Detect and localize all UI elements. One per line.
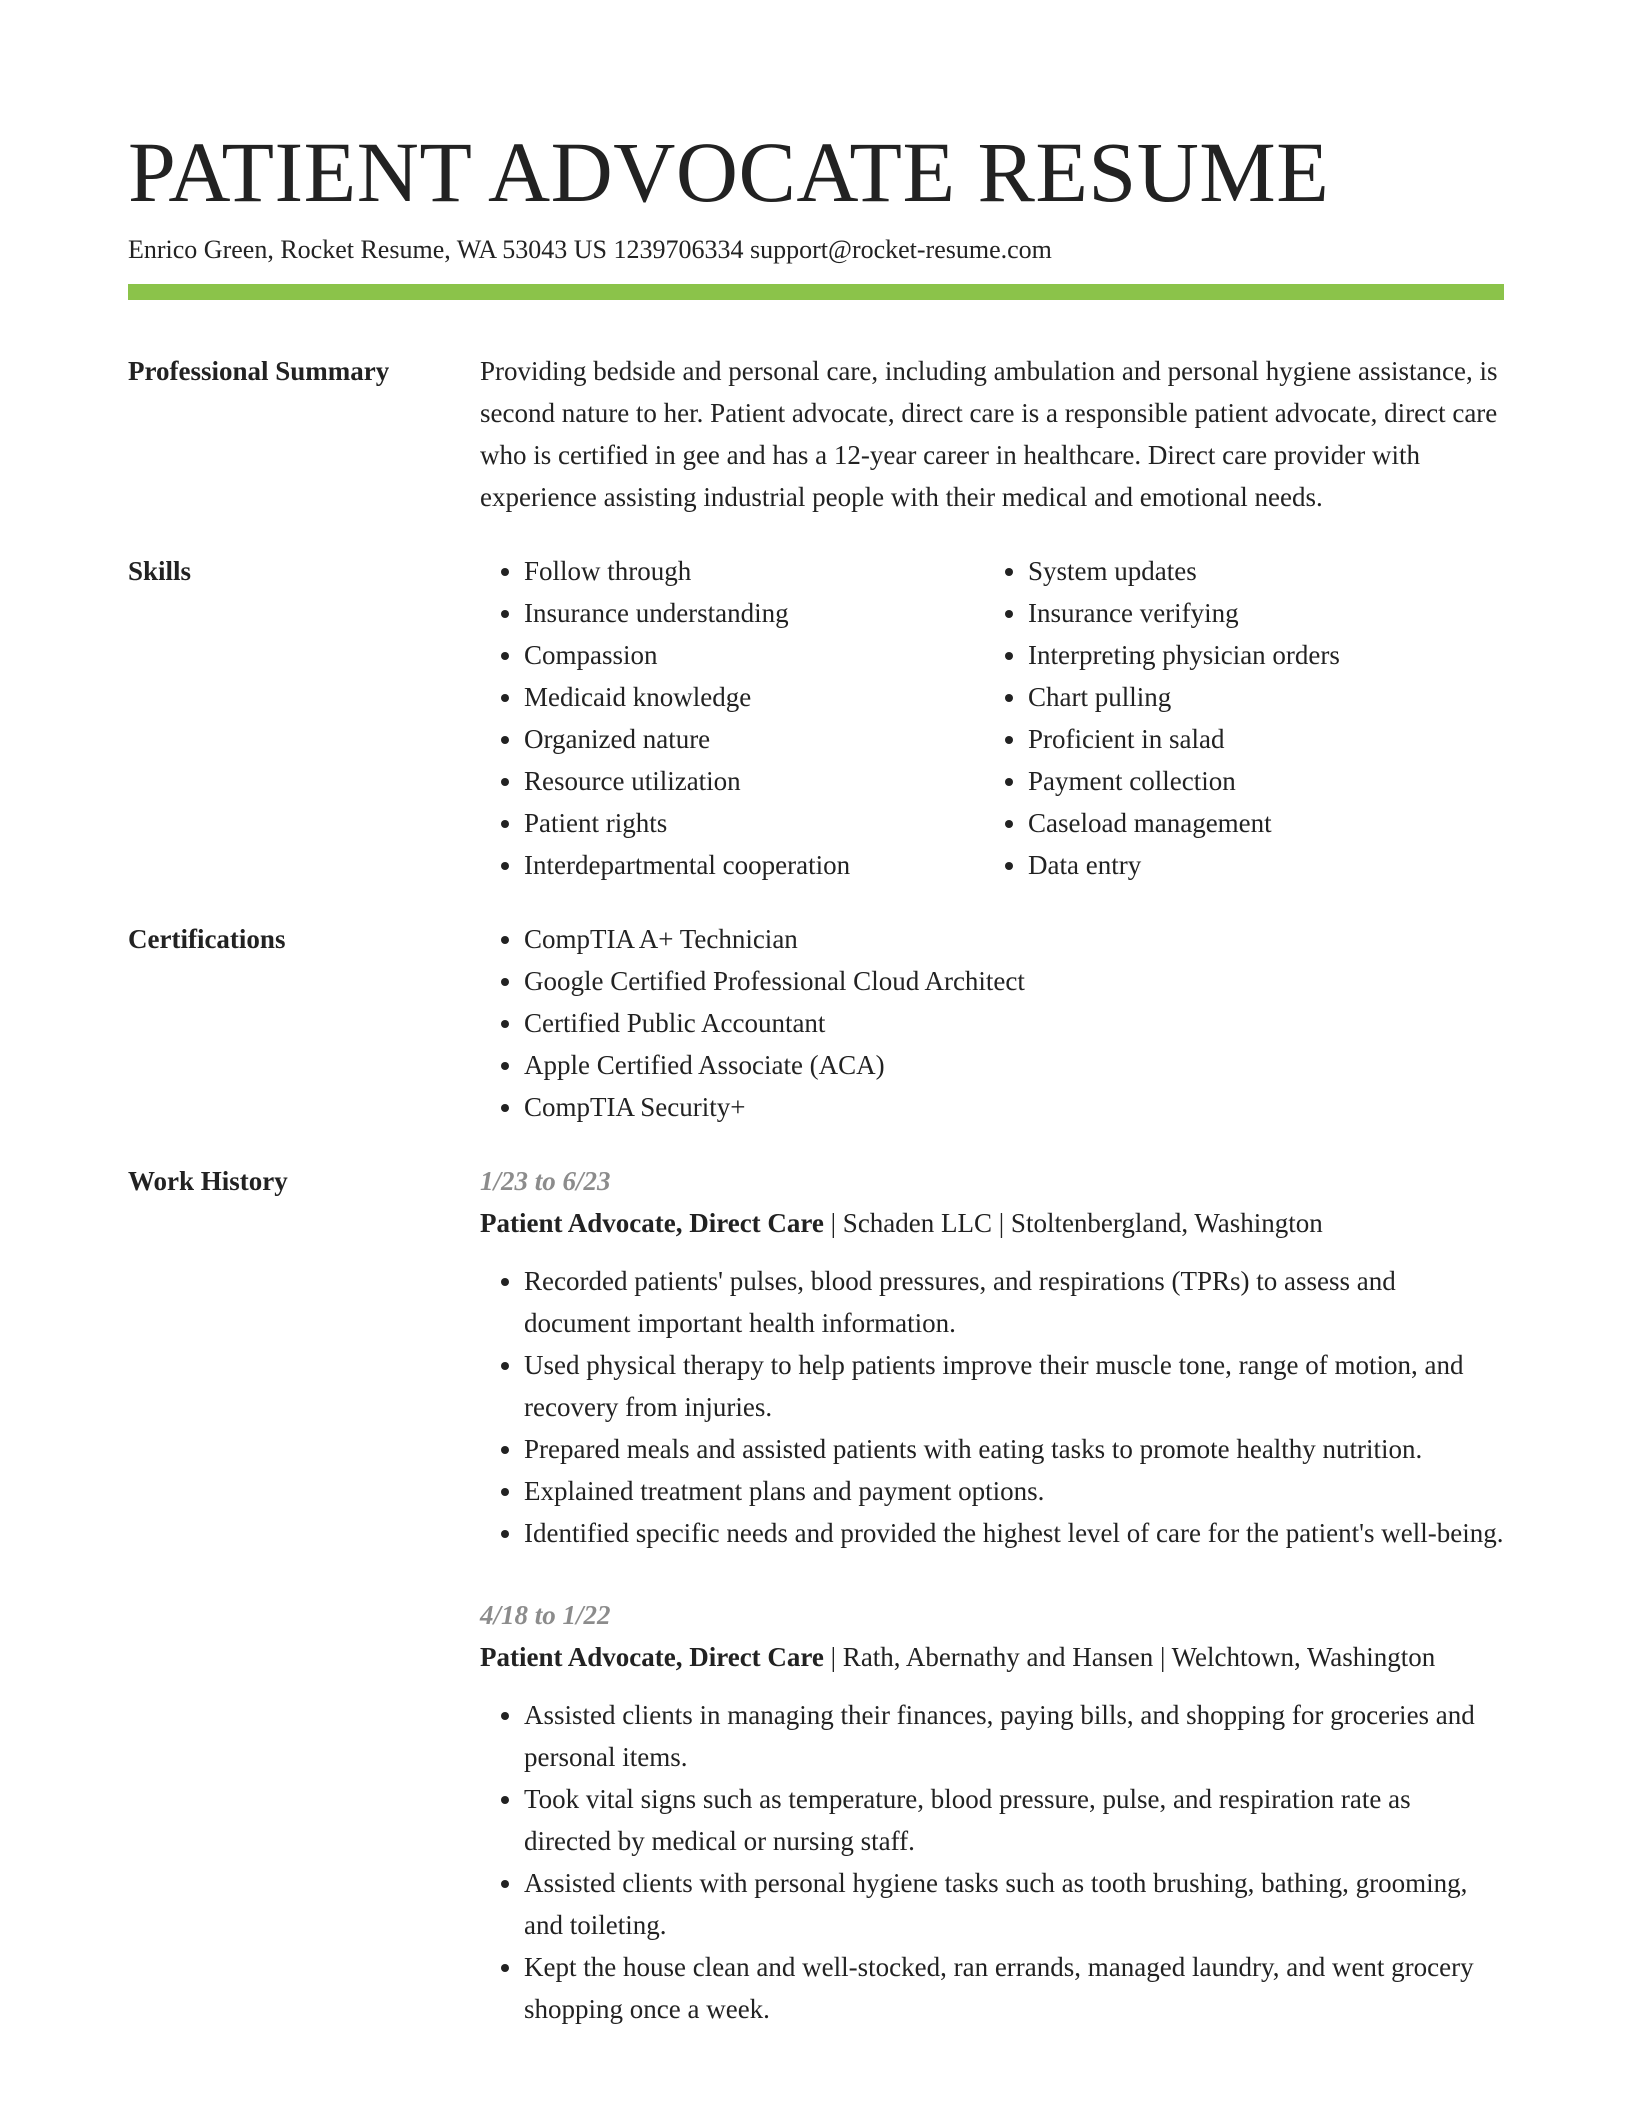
work-history-section (128, 1160, 1504, 2030)
skill-item: • Resource utilization (524, 760, 984, 802)
certifications-list (480, 918, 1504, 1128)
job-title: Patient Advocate, Direct Care (480, 1208, 824, 1238)
job-duty-item: • Took vital signs such as temperature, blood pressure, pulse, and respiration rate as directed by medical or nursing staff. (524, 1778, 1504, 1862)
job-duty-item: • Used physical therapy to help patients improve their muscle tone, range of motion, and recovery from injuries. (524, 1344, 1504, 1428)
certification-item: • Google Certified Professional Cloud Architect (524, 960, 1504, 1002)
job-dates: 4/18 to 1/22 (480, 1600, 611, 1630)
certification-item: • CompTIA Security+ (524, 1086, 1504, 1128)
certification-item: • Apple Certified Associate (ACA) (524, 1044, 1504, 1086)
job-duty-item: • Identified specific needs and provided the highest level of care for the patient's well-being. (524, 1512, 1504, 1554)
skill-item: • Patient rights (524, 802, 984, 844)
certifications-section (128, 918, 1504, 1128)
job-duty-item: • Assisted clients in managing their finances, paying bills, and shopping for groceries and personal items. (524, 1694, 1504, 1778)
section-label-skills: Skills (128, 556, 192, 586)
skill-item: • Caseload management (1028, 802, 1504, 844)
skill-item: • Interdepartmental cooperation (524, 844, 984, 886)
section-label-summary: Professional Summary (128, 356, 390, 386)
skill-item: • Payment collection (1028, 760, 1504, 802)
job-heading (480, 1636, 1504, 1678)
job-duty-item: • Kept the house clean and well-stocked, ran errands, managed laundry, and went grocery shopping once a week. (524, 1946, 1504, 2030)
professional-summary-section (128, 350, 1504, 518)
job-duties-list (480, 1694, 1504, 2030)
skill-item: • Medicaid knowledge (524, 676, 984, 718)
skills-section (128, 550, 1504, 886)
section-label-work-history: Work History (128, 1166, 288, 1196)
skills-list-left (480, 550, 984, 886)
job-heading (480, 1202, 1504, 1244)
resume-page (128, 0, 1504, 2030)
certification-item: • CompTIA A+ Technician (524, 918, 1504, 960)
skills-list-right (984, 550, 1504, 886)
work-history-body (480, 1160, 1504, 2030)
skill-item: • Interpreting physician orders (1028, 634, 1504, 676)
job-entry (480, 1160, 1504, 1554)
job-entry (480, 1594, 1504, 2030)
job-title: Patient Advocate, Direct Care (480, 1642, 824, 1672)
job-dates: 1/23 to 6/23 (480, 1166, 611, 1196)
summary-body (480, 350, 1504, 518)
job-duties-list (480, 1260, 1504, 1554)
skill-item: • Insurance verifying (1028, 592, 1504, 634)
job-employer-location: | Schaden LLC | Stoltenbergland, Washington (823, 1208, 1323, 1238)
job-duty-item: • Recorded patients' pulses, blood pressures, and respirations (TPRs) to assess and document important health information. (524, 1260, 1504, 1344)
job-duty-item: • Assisted clients with personal hygiene tasks such as tooth brushing, bathing, grooming, and toileting. (524, 1862, 1504, 1946)
resume-title: PATIENT ADVOCATE RESUME (128, 124, 1330, 220)
contact-line: Enrico Green, Rocket Resume, WA 53043 US 1239706334 support@rocket-resume.com (128, 235, 1052, 264)
summary-text: Providing bedside and personal care, including ambulation and personal hygiene assistance, is second nature to her. Patient advocate, direct care is a responsible patient advocate, direct care who is certified in gee and has a 12-year career in healthcare. Direct care provider with experience assisting industrial people with their medical and emotional needs. (480, 356, 1498, 512)
accent-divider (128, 284, 1504, 300)
certifications-body (480, 918, 1504, 1128)
skill-item: • Chart pulling (1028, 676, 1504, 718)
skill-item: • Compassion (524, 634, 984, 676)
skills-columns (480, 550, 1504, 886)
skill-item: • Proficient in salad (1028, 718, 1504, 760)
job-duty-item: • Prepared meals and assisted patients with eating tasks to promote healthy nutrition. (524, 1428, 1504, 1470)
skill-item: • Insurance understanding (524, 592, 984, 634)
skill-item: • Data entry (1028, 844, 1504, 886)
certification-item: • Certified Public Accountant (524, 1002, 1504, 1044)
section-label-certifications: Certifications (128, 924, 286, 954)
job-duty-item: • Explained treatment plans and payment options. (524, 1470, 1504, 1512)
skill-item: • Organized nature (524, 718, 984, 760)
job-employer-location: | Rath, Abernathy and Hansen | Welchtown, Washington (823, 1642, 1436, 1672)
skill-item: • Follow through (524, 550, 984, 592)
skill-item: • System updates (1028, 550, 1504, 592)
